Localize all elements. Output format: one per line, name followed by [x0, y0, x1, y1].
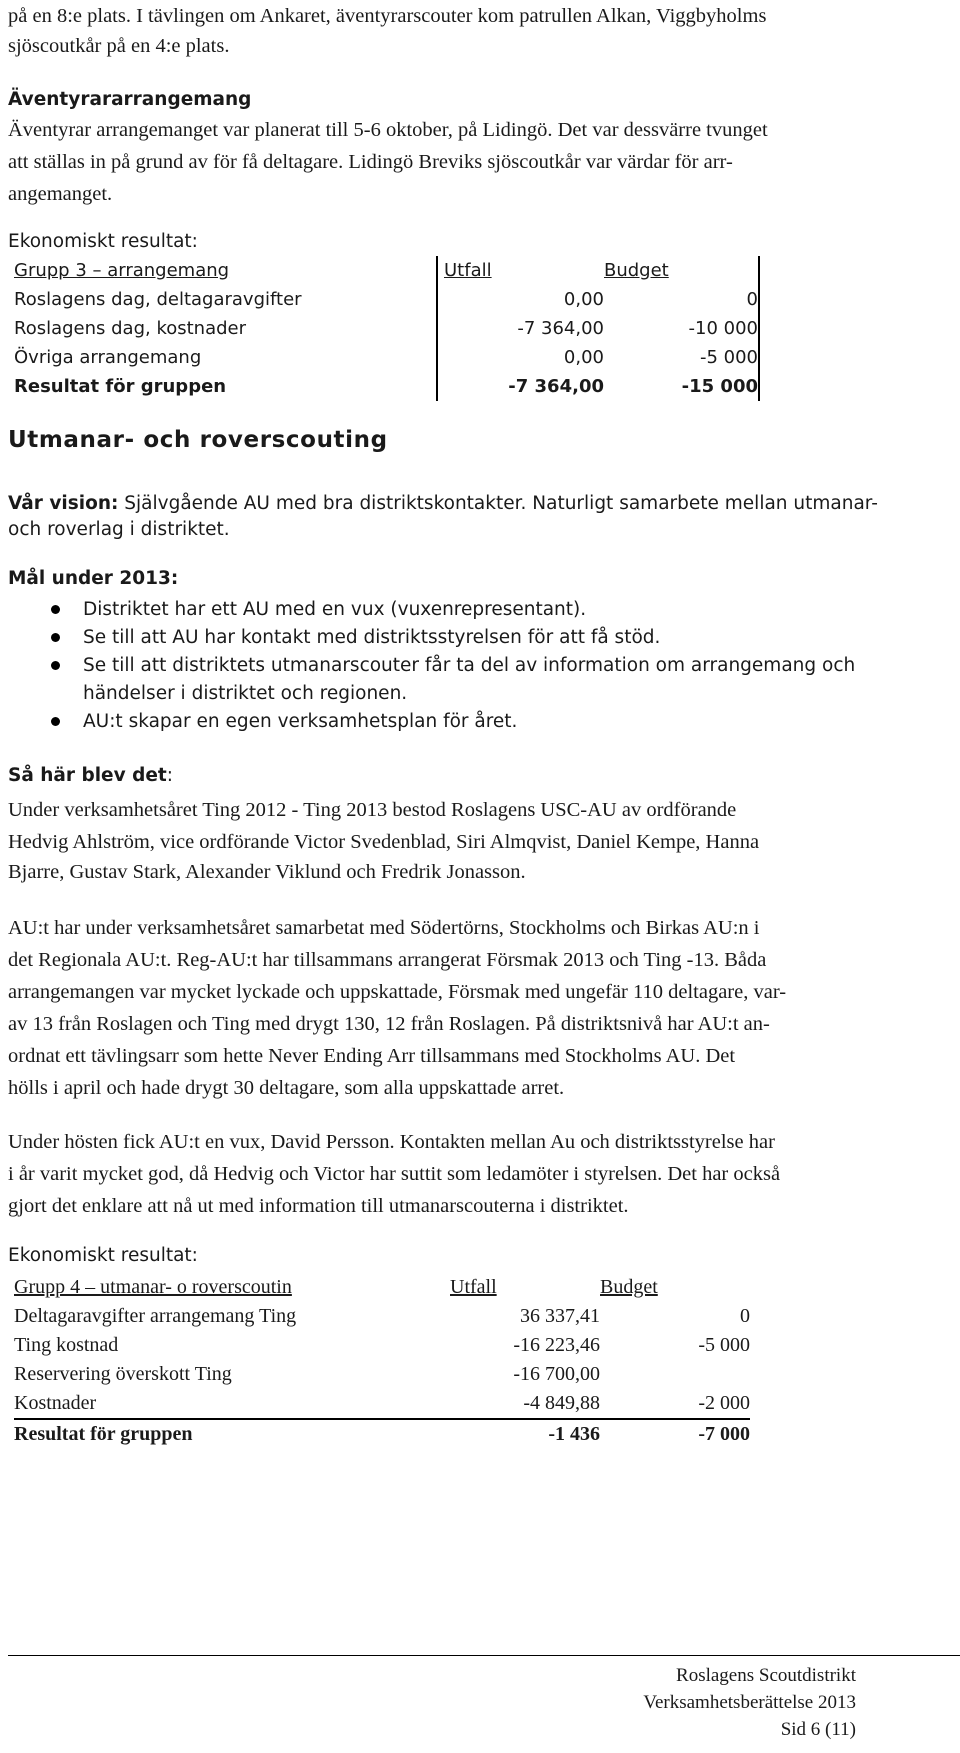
section-title: Utmanar- och roverscouting [8, 427, 388, 453]
result-label: Så här blev det [8, 765, 167, 786]
econ2-row-budget: 0 [740, 1305, 750, 1327]
table-row [14, 1302, 750, 1331]
result-heading [8, 762, 173, 790]
econ1-group-header: Grupp 3 – arrangemang [14, 260, 230, 281]
econ2-header-row [14, 1273, 750, 1302]
econ1-total-label: Resultat för gruppen [14, 372, 437, 401]
aventyrar-line-1: Äventyrar arrangemanget var planerat till 5-6 oktober, på Lidingö. Det var dessvärre tvunget [8, 119, 768, 141]
footer-page: Sid 6 (11) [780, 1719, 856, 1740]
econ1-budget-header: Budget [604, 260, 669, 281]
para2-line-5: ordnat ett tävlingsarr som hette Never Ending Arr tillsammans med Stockholms AU. Det [8, 1045, 736, 1067]
econ2-heading: Ekonomiskt resultat: [8, 1245, 198, 1266]
list-item [8, 708, 855, 736]
intro-line-2: sjöscoutkår på en 4:e plats. [8, 35, 230, 57]
goal-text: Distriktet har ett AU med en vux (vuxenrepresentant). [83, 599, 587, 620]
para2-line-6: hölls i april och hade drygt 30 deltagare, som alla uppskattade arret. [8, 1077, 565, 1099]
table-row [14, 1389, 750, 1419]
table-row [14, 1360, 750, 1389]
bullet-icon [51, 605, 60, 614]
table-row [14, 1331, 750, 1360]
econ2-row-label: Kostnader [14, 1392, 97, 1414]
econ2-row-label: Reservering överskott Ting [14, 1363, 232, 1385]
table-row [14, 314, 759, 343]
econ2-total-label: Resultat för gruppen [14, 1419, 450, 1449]
list-item [8, 624, 855, 652]
para2-line-4: av 13 från Roslagen och Ting med drygt 130, 12 från Roslagen. På distriktsnivå har AU:t an- [8, 1013, 770, 1035]
econ2-total-row [14, 1419, 750, 1449]
page-footer [643, 1662, 856, 1743]
bullet-icon [51, 633, 60, 642]
econ2-row-utfall: -4 849,88 [523, 1392, 600, 1414]
intro-line-1: på en 8:e plats. I tävlingen om Ankaret, äventyrarscouter kom patrullen Alkan, Viggbyholms [8, 5, 767, 27]
para2-line-2: det Regionala AU:t. Reg-AU:t har tillsammans arrangerat Försmak 2013 och Ting -13. Båda [8, 949, 767, 971]
para2-line-1: AU:t har under verksamhetsåret samarbetat med Södertörns, Stockholms och Birkas AU:n i [8, 917, 760, 939]
econ2-row-budget: -5 000 [698, 1334, 750, 1356]
econ2-group-header: Grupp 4 – utmanar- o roverscoutin [14, 1276, 292, 1298]
aventyrar-line-3: angemanget. [8, 183, 113, 205]
goals-list [8, 596, 855, 736]
goal-text: AU:t skapar en egen verksamhetsplan för året. [83, 711, 518, 732]
econ2-row-budget [600, 1360, 750, 1389]
econ2-total-budget: -7 000 [600, 1419, 750, 1449]
para1-line-1: Under verksamhetsåret Ting 2012 - Ting 2013 bestod Roslagens USC-AU av ordförande [8, 799, 737, 821]
econ2-row-budget: -2 000 [698, 1392, 750, 1414]
vision-label: Vår vision: [8, 493, 119, 514]
vision-text: Självgående AU med bra distriktskontakter. Naturligt samarbete mellan utmanar- [118, 493, 878, 514]
econ1-header-row [14, 256, 759, 285]
goals-heading: Mål under 2013: [8, 568, 179, 589]
econ1-row-budget: -5 000 [604, 343, 759, 372]
list-item [8, 596, 855, 624]
econ1-row-utfall: -7 364,00 [517, 318, 604, 339]
econ1-table [14, 256, 760, 401]
para3-line-3: gjort det enklare att nå ut med information till utmanarscouterna i distriktet. [8, 1195, 629, 1217]
econ2-row-utfall: 36 337,41 [520, 1305, 600, 1327]
econ1-row-budget: -10 000 [604, 314, 759, 343]
aventyrar-line-2: att ställas in på grund av för få deltagare. Lidingö Breviks sjöscoutkår var värdar för arr- [8, 151, 733, 173]
econ1-row-label: Övriga arrangemang [14, 343, 437, 372]
econ1-utfall-header: Utfall [444, 260, 492, 281]
footer-org: Roslagens Scoutdistrikt [676, 1665, 856, 1686]
table-row [14, 343, 759, 372]
goal-text: Se till att AU har kontakt med distriktsstyrelsen för att få stöd. [83, 627, 661, 648]
econ2-table [14, 1273, 750, 1449]
para1-line-2: Hedvig Ahlström, vice ordförande Victor Svedenblad, Siri Almqvist, Daniel Kempe, Hanna [8, 831, 760, 853]
vision-line-1 [8, 490, 878, 518]
table-row [14, 285, 759, 314]
bullet-icon [51, 717, 60, 726]
econ2-utfall-header: Utfall [450, 1276, 497, 1298]
footer-divider [8, 1655, 960, 1656]
econ2-row-utfall: -16 223,46 [513, 1334, 600, 1356]
para3-line-2: i år varit mycket god, då Hedvig och Victor har suttit som ledamöter i styrelsen. Det har också [8, 1163, 781, 1185]
para2-line-3: arrangemangen var mycket lyckade och uppskattade, Försmak med ungefär 110 deltagare, var- [8, 981, 787, 1003]
econ1-total-budget: -15 000 [604, 372, 759, 401]
econ1-row-utfall: 0,00 [563, 289, 604, 310]
econ1-row-label: Roslagens dag, kostnader [14, 314, 437, 343]
para3-line-1: Under hösten fick AU:t en vux, David Persson. Kontakten mellan Au och distriktsstyrelse har [8, 1131, 775, 1153]
result-colon: : [166, 765, 173, 786]
econ1-row-utfall: 0,00 [563, 347, 604, 368]
goal-text-cont: händelser i distriktet och regionen. [83, 683, 408, 704]
para1-line-3: Bjarre, Gustav Stark, Alexander Viklund och Fredrik Jonasson. [8, 861, 526, 883]
econ1-row-label: Roslagens dag, deltagaravgifter [14, 285, 437, 314]
econ2-budget-header: Budget [600, 1276, 658, 1298]
aventyrar-heading: Äventyrararrangemang [8, 89, 252, 110]
econ2-row-label: Deltagaravgifter arrangemang Ting [14, 1305, 297, 1327]
econ2-row-utfall: -16 700,00 [513, 1363, 600, 1385]
footer-doc: Verksamhetsberättelse 2013 [643, 1692, 856, 1713]
econ1-total-utfall: -7 364,00 [508, 376, 604, 397]
list-item [8, 652, 855, 708]
econ1-total-row [14, 372, 759, 401]
econ1-row-budget: 0 [604, 285, 759, 314]
goal-text: Se till att distriktets utmanarscouter får ta del av information om arrangemang och [83, 655, 856, 676]
vision-line-2: och roverlag i distriktet. [8, 519, 230, 540]
econ2-row-label: Ting kostnad [14, 1334, 119, 1356]
econ1-heading: Ekonomiskt resultat: [8, 231, 198, 252]
econ2-total-utfall: -1 436 [450, 1419, 600, 1449]
bullet-icon [51, 661, 60, 670]
